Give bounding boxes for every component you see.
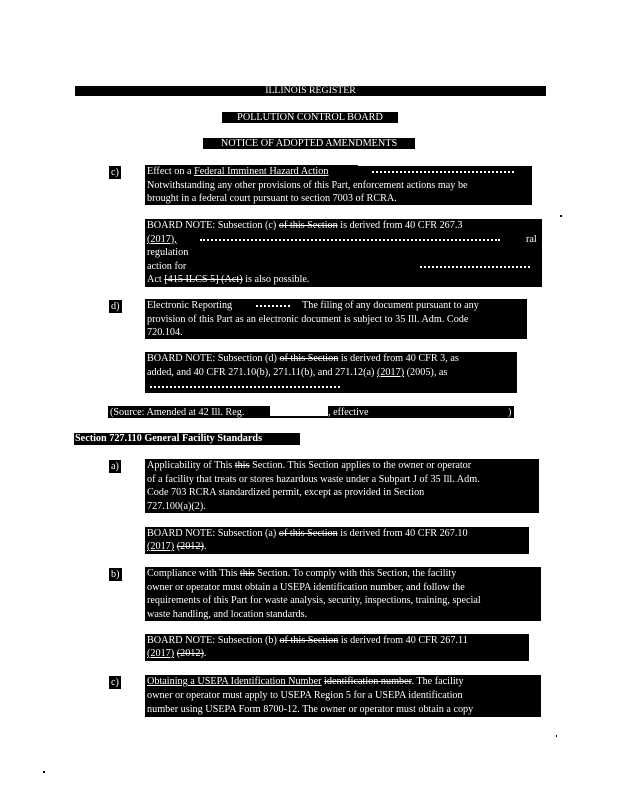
item-b-line3: requirements of this Part for waste analysis, security, inspections, training, special xyxy=(147,595,481,606)
item-c-line1: Effect on a Federal Imminent Hazard Action xyxy=(147,166,329,177)
item-d-note-line2: added, and 40 CFR 271.10(b), 271.11(b), and 271.12(a) (2017) (2005), as xyxy=(147,367,448,378)
item-c-note-line5: Act [415 ILCS 5] (Act) is also possible. xyxy=(147,274,310,285)
scan-speck xyxy=(560,215,562,217)
scan-speck xyxy=(556,735,557,737)
item-c2-line3: number using USEPA Form 8700-12. The owner or operator must obtain a copy xyxy=(147,704,474,715)
item-a-marker: a) xyxy=(111,461,119,472)
item-c-note-line2: (2017), xyxy=(147,234,177,245)
item-b-line2: owner or operator must obtain a USEPA identification number, and follow the xyxy=(147,582,465,593)
item-b-note-line2: (2017) (2012). xyxy=(147,648,207,659)
item-a-line2: of a facility that treats or stores hazardous waste under a Subpart J of 35 Ill. Adm. xyxy=(147,474,480,485)
header-notice: NOTICE OF ADOPTED AMENDMENTS xyxy=(220,138,398,149)
item-b-line4: waste handling, and location standards. xyxy=(147,609,308,620)
source-line: (Source: Amended at 42 Ill. Reg. xyxy=(110,407,245,418)
item-c-line3: brought in a federal court pursuant to section 7003 of RCRA. xyxy=(147,193,397,204)
item-c2-marker: c) xyxy=(111,677,119,688)
item-c-note-line1: BOARD NOTE: Subsection (c) of this Section is derived from 40 CFR 267.3 xyxy=(147,220,463,231)
item-c-note-line4: action for xyxy=(147,261,187,272)
item-d-line1-end: The filing of any document pursuant to any xyxy=(302,300,479,311)
item-a-line1: Applicability of This this Section. This Section applies to the owner or operator xyxy=(147,460,472,471)
item-c-line2: Notwithstanding any other provisions of this Part, enforcement actions may be xyxy=(147,180,468,191)
item-b-marker: b) xyxy=(111,569,120,580)
item-d-line1: Electronic Reporting xyxy=(147,300,233,311)
item-a-note-line2: (2017) (2012). xyxy=(147,541,207,552)
item-b-note-line1: BOARD NOTE: Subsection (b) of this Section is derived from 40 CFR 267.11 xyxy=(147,635,468,646)
item-d-note-line1: BOARD NOTE: Subsection (d) of this Section is derived from 40 CFR 3, as xyxy=(147,353,459,364)
section-heading: Section 727.110 General Facility Standards xyxy=(75,433,263,444)
item-d-line3: 720.104. xyxy=(147,327,183,338)
item-c2-line1: Obtaining a USEPA Identification Number identification number. The facility xyxy=(147,676,464,687)
source-effective: , effective xyxy=(328,407,369,418)
item-a-line4: 727.100(a)(2). xyxy=(147,501,206,512)
item-c-marker: c) xyxy=(111,167,119,178)
item-c-note-line3: regulation xyxy=(147,247,189,258)
header-register: ILLINOIS REGISTER xyxy=(265,85,356,96)
source-end: ) xyxy=(508,407,512,418)
item-d-marker: d) xyxy=(111,301,120,312)
item-a-note-line1: BOARD NOTE: Subsection (a) of this Section is derived from 40 CFR 267.10 xyxy=(147,528,468,539)
item-c2-line2: owner or operator must apply to USEPA Region 5 for a USEPA identification xyxy=(147,690,463,701)
item-d-line2: provision of this Part as an electronic document is subject to 35 Ill. Adm. Code xyxy=(147,314,469,325)
item-c-note-line2-end: ral xyxy=(526,234,537,245)
item-b-line1: Compliance with This this Section. To comply with this Section, the facility xyxy=(147,568,457,579)
header-board: POLLUTION CONTROL BOARD xyxy=(237,112,383,123)
scan-speck xyxy=(43,771,45,773)
item-a-line3: Code 703 RCRA standardized permit, except as provided in Section xyxy=(147,487,425,498)
